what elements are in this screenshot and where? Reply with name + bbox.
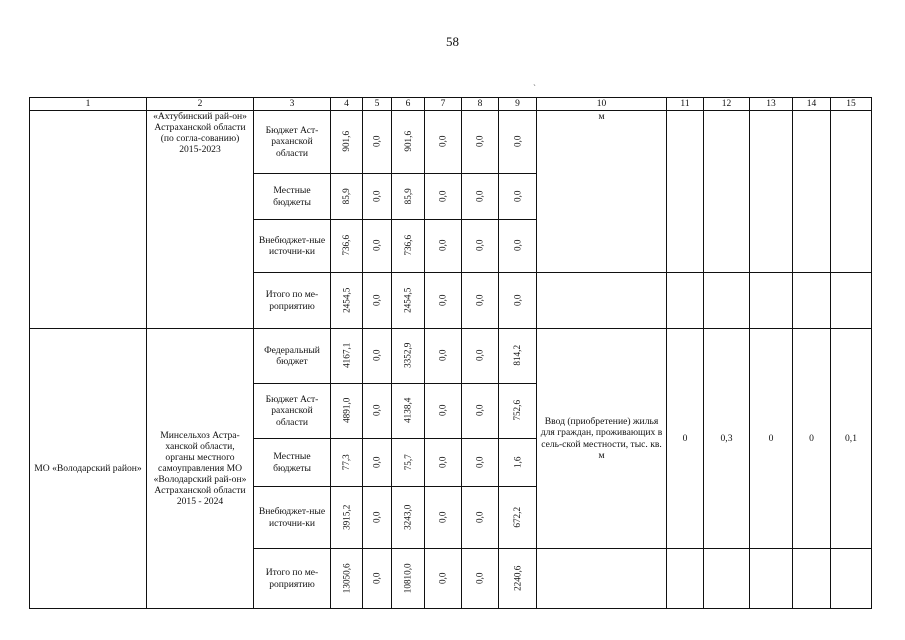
value-col6: 85,9	[402, 188, 413, 205]
indicator-cell	[537, 273, 667, 329]
scan-speck: `	[533, 83, 536, 93]
value-col7: 0,0	[437, 136, 448, 148]
header-cell: 12	[704, 98, 750, 111]
value-col8: 0,0	[474, 572, 485, 585]
value-col8: 0,0	[474, 350, 485, 362]
funding-source: Итого по ме-роприятию	[254, 549, 331, 609]
value-cell	[392, 111, 425, 174]
value-col6: 3243,0	[402, 504, 413, 530]
value-col7: 0,0	[437, 190, 448, 203]
indicator-value-col12	[704, 273, 750, 329]
indicator-value-col14	[793, 111, 831, 273]
value-col7: 0,0	[437, 572, 448, 585]
value-col6: 3352,9	[402, 343, 413, 369]
header-cell: 15	[831, 98, 872, 111]
value-col4: 13050,6	[341, 563, 352, 594]
header-cell: 2	[147, 98, 254, 111]
value-col9: 814,2	[512, 345, 523, 367]
value-col8: 0,0	[474, 456, 485, 469]
value-col9: 0,0	[512, 294, 523, 307]
value-col5: 0,0	[371, 350, 382, 362]
value-col6: 901,6	[402, 131, 413, 153]
table-row	[30, 111, 872, 174]
indicator-value-col12	[704, 111, 750, 273]
header-cell: 13	[750, 98, 793, 111]
page-number: 58	[446, 34, 459, 49]
value-cell	[462, 111, 499, 174]
indicator-cell: Ввод (приобретение) жилья для граждан, проживающих в сель-ской местности, тыс. кв. м	[537, 329, 667, 549]
value-col8: 0,0	[474, 511, 485, 524]
value-col6: 2454,5	[402, 287, 413, 313]
value-col4: 77,3	[341, 454, 352, 471]
value-col6: 736,6	[402, 235, 413, 257]
indicator-cell: м	[537, 111, 667, 273]
indicator-value-col11	[667, 549, 704, 609]
value-col9: 752,6	[512, 400, 523, 422]
value-cell	[363, 111, 392, 174]
header-cell: 4	[331, 98, 363, 111]
header-cell: 7	[425, 98, 462, 111]
indicator-value-col13	[750, 273, 793, 329]
value-col5: 0,0	[371, 511, 382, 524]
indicator-value-col15	[831, 273, 872, 329]
value-col4: 4891,0	[341, 398, 352, 424]
value-col5: 0,0	[371, 456, 382, 469]
header-row	[30, 98, 872, 111]
value-col7: 0,0	[437, 511, 448, 524]
value-col7: 0,0	[437, 350, 448, 362]
header-cell: 11	[667, 98, 704, 111]
executor-cell: «Ахтубинский рай-он» Астраханской области (по согла-сованию) 2015-2023	[147, 111, 254, 329]
value-col9: 0,0	[512, 190, 523, 203]
value-col5: 0,0	[371, 294, 382, 307]
indicator-value-col13: 0	[750, 329, 793, 549]
value-col9: 2240,6	[512, 565, 523, 591]
indicator-value-col15	[831, 111, 872, 273]
value-col4: 3915,2	[341, 504, 352, 530]
value-col4: 85,9	[341, 188, 352, 205]
header-cell: 9	[499, 98, 537, 111]
value-col5: 0,0	[371, 190, 382, 203]
indicator-value-col13	[750, 111, 793, 273]
value-col4: 901,6	[341, 131, 352, 153]
value-col6: 10810,0	[402, 563, 413, 594]
indicator-value-col14	[793, 273, 831, 329]
indicator-value-col11: 0	[667, 329, 704, 549]
indicator-value-col14: 0	[793, 329, 831, 549]
funding-source: Бюджет Аст-раханской области	[254, 384, 331, 439]
funding-source: Внебюджет-ные источни-ки	[254, 220, 331, 273]
indicator-value-col14	[793, 549, 831, 609]
value-col6: 75,7	[402, 454, 413, 471]
indicator-value-col15	[831, 549, 872, 609]
value-col5: 0,0	[371, 240, 382, 252]
header-cell: 14	[793, 98, 831, 111]
value-col8: 0,0	[474, 136, 485, 148]
header-cell: 8	[462, 98, 499, 111]
value-col5: 0,0	[371, 572, 382, 585]
funding-source: Местные бюджеты	[254, 174, 331, 220]
indicator-value-col15: 0,1	[831, 329, 872, 549]
value-col7: 0,0	[437, 405, 448, 417]
value-col9: 0,0	[512, 240, 523, 252]
value-col9: 672,2	[512, 506, 523, 528]
value-cell	[331, 111, 363, 174]
indicator-value-col11	[667, 273, 704, 329]
value-col5: 0,0	[371, 136, 382, 148]
indicator-value-col11	[667, 111, 704, 273]
funding-source: Итого по ме-роприятию	[254, 273, 331, 329]
indicator-value-col12	[704, 549, 750, 609]
value-col4: 4167,1	[341, 343, 352, 369]
value-col8: 0,0	[474, 190, 485, 203]
municipality-cell: МО «Володарский район»	[30, 329, 147, 609]
value-col5: 0,0	[371, 405, 382, 417]
header-cell: 3	[254, 98, 331, 111]
value-col7: 0,0	[437, 294, 448, 307]
indicator-value-col12: 0,3	[704, 329, 750, 549]
funding-source: Внебюджет-ные источни-ки	[254, 487, 331, 549]
value-col6: 4138,4	[402, 398, 413, 424]
value-col7: 0,0	[437, 456, 448, 469]
table-row	[30, 329, 872, 384]
header-cell: 10	[537, 98, 667, 111]
value-col8: 0,0	[474, 294, 485, 307]
value-col4: 2454,5	[341, 287, 352, 313]
budget-table	[29, 97, 872, 609]
header-cell: 6	[392, 98, 425, 111]
value-cell	[425, 111, 462, 174]
municipality-cell	[30, 111, 147, 329]
value-col4: 736,6	[341, 235, 352, 257]
indicator-value-col13	[750, 549, 793, 609]
value-col8: 0,0	[474, 240, 485, 252]
value-col7: 0,0	[437, 240, 448, 252]
funding-source: Бюджет Аст-раханской области	[254, 111, 331, 174]
executor-cell: Минсельхоз Астра-ханской области, органы местного самоуправления МО «Володарский рай-он» Астраханской области 2015 - 2024	[147, 329, 254, 609]
header-cell: 1	[30, 98, 147, 111]
value-cell	[499, 111, 537, 174]
value-col8: 0,0	[474, 405, 485, 417]
value-col9: 0,0	[512, 136, 523, 148]
indicator-cell	[537, 549, 667, 609]
funding-source: Федеральный бюджет	[254, 329, 331, 384]
header-cell: 5	[363, 98, 392, 111]
value-col9: 1,6	[512, 456, 523, 469]
funding-source: Местные бюджеты	[254, 439, 331, 487]
